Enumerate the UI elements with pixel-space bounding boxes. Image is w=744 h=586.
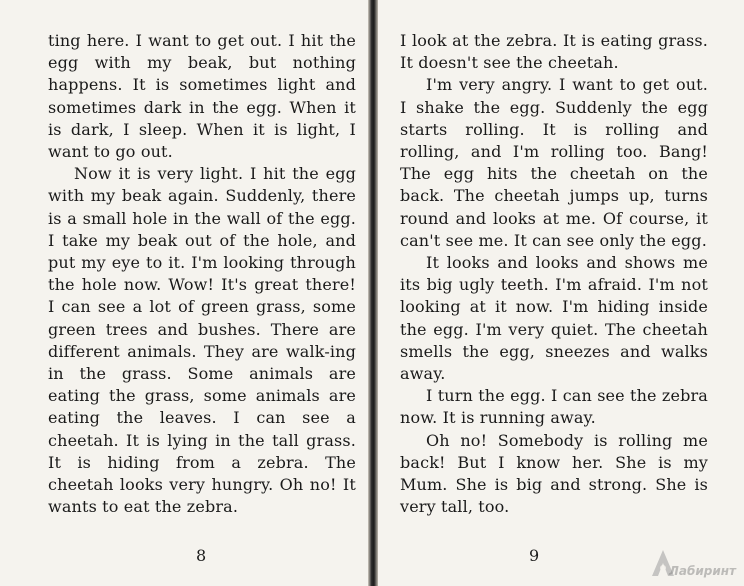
paragraph: Now it is very light. I hit the egg with my beak again. Suddenly, there is a small hole in the wall of the egg. I take my beak out of the hole, and put my eye to it. I'm looking through the hole now. Wow! It's great there! I can see a lot of green grass, some green trees and bushes. There are different animals. They are walk-ing in the grass. Some animals are eating the grass, some animals are eating the leaves. I can see a cheetah. It is lying in the tall grass. It is hiding from a zebra. The cheetah looks very hungry. Oh no! It wants to eat the zebra. — [48, 164, 356, 517]
paragraph: It looks and looks and shows me its big ugly teeth. I'm afraid. I'm not looking at it now. I'm hiding inside the egg. I'm very quiet. The cheetah smells the egg, sneezes and walks away. — [400, 253, 708, 384]
watermark-text: Лабиринт — [668, 564, 736, 578]
left-page-text — [48, 30, 356, 518]
page-number: 8 — [196, 546, 207, 565]
right-page — [378, 0, 744, 586]
book-gutter — [368, 0, 378, 586]
paragraph: Oh no! Somebody is rolling me back! But I know her. She is my Mum. She is big and strong. She is very tall, too. — [400, 430, 708, 517]
page-number: 9 — [529, 546, 540, 565]
paragraph: I look at the zebra. It is eating grass. It doesn't see the cheetah. — [400, 31, 708, 73]
paragraph: I'm very angry. I want to get out. I shake the egg. Suddenly the egg starts rolling. It is rolling and rolling, and I'm rolling too. Bang! The egg hits the cheetah on the back. The cheetah jumps up, turns round and looks at me. Of course, it can't see me. It can see only the egg. — [400, 75, 708, 250]
right-page-text — [400, 30, 708, 518]
left-page — [0, 0, 368, 586]
paragraph: I turn the egg. I can see the zebra now. It is running away. — [400, 386, 708, 428]
watermark — [618, 544, 738, 584]
paragraph: ting here. I want to get out. I hit the egg with my beak, but nothing happens. It is sometimes light and sometimes dark in the egg. When it is dark, I sleep. When it is light, I want to go out. — [48, 31, 356, 162]
